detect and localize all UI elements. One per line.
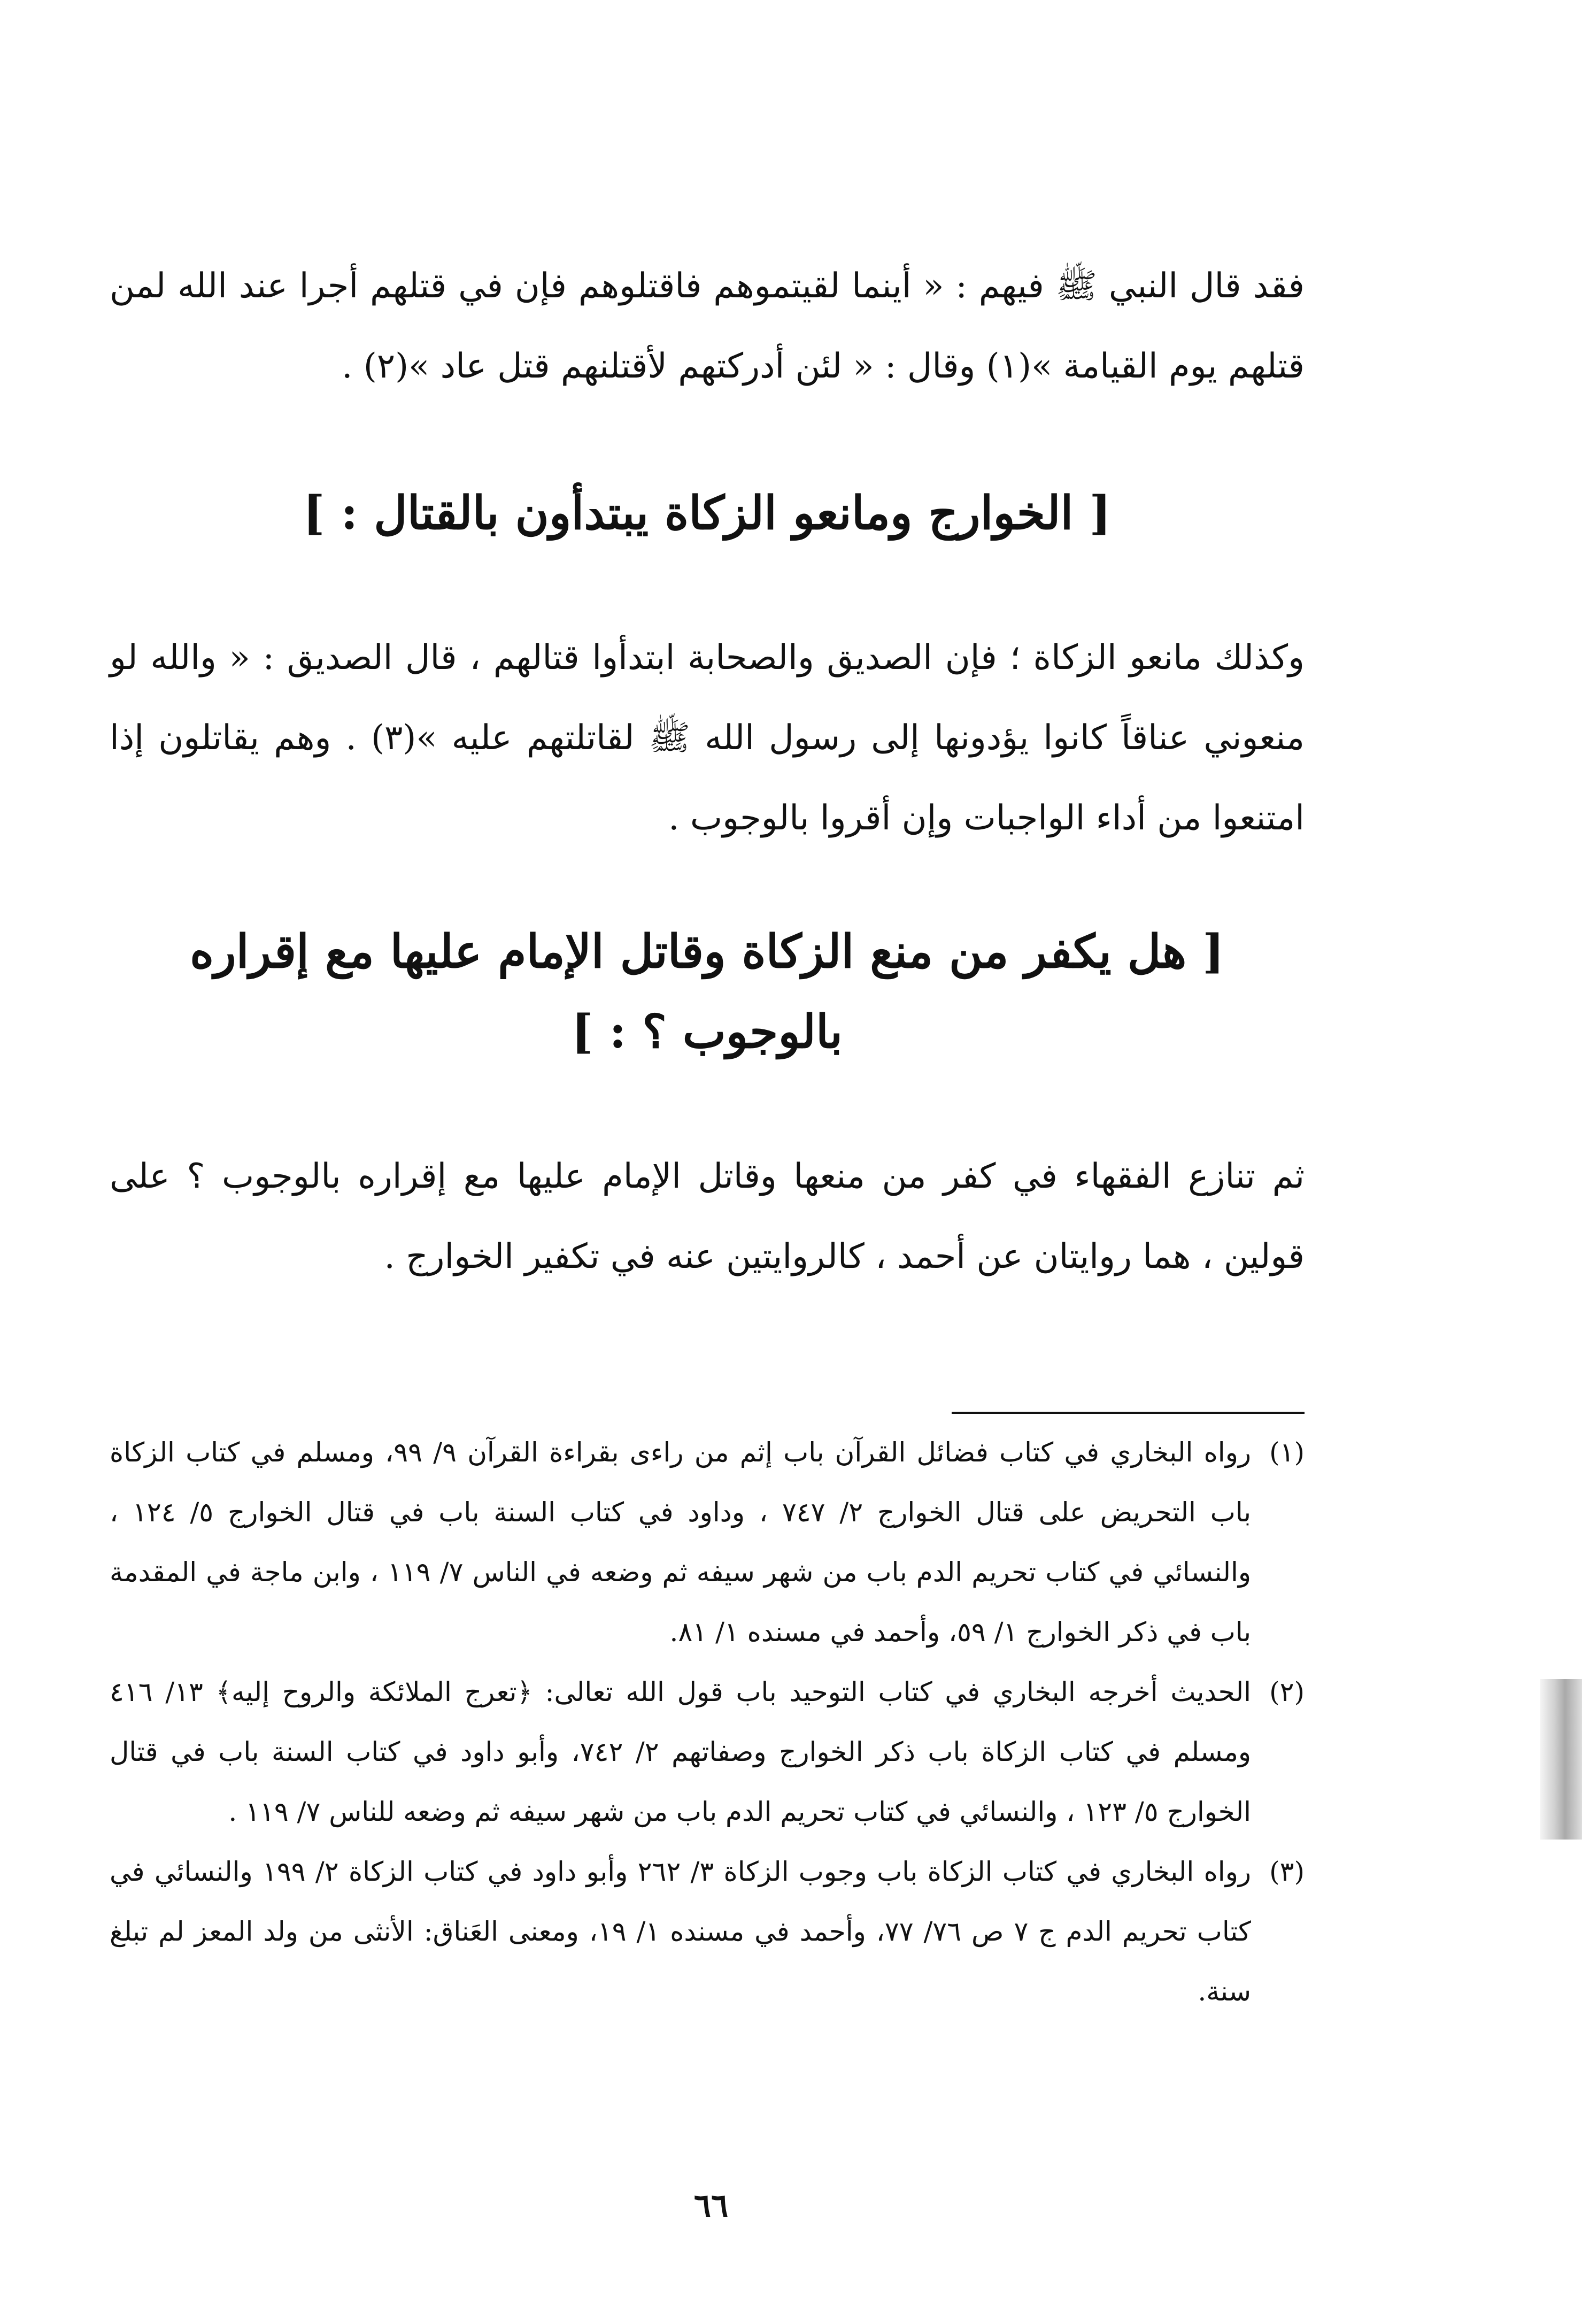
footnote-number: (٢) (1269, 1676, 1305, 1707)
footnote-text: الحديث أخرجه البخاري في كتاب التوحيد باب قول الله تعالى: ﴿تعرج الملائكة والروح إليه﴾ ١٣/ ٤١٦ ومسلم في كتاب الزكاة باب ذكر الخوارج وصفاتهم ٢/ ٧٤٢، وأبو داود في كتاب السنة باب في قتال الخوارج ٥/ ١٢٣ ، والنسائي في كتاب تحريم الدم باب من شهر سيفه ثم وضعه للناس ٧/ ١١٩ . (110, 1676, 1252, 1827)
body-paragraph-hadith: فقد قال النبي ﷺ فيهم : « أينما لقيتموهم فاقتلوهم فإن في قتلهم أجرا عند الله لمن قتلهم يوم القيامة »(١) وقال : « لئن أدركتهم لأقتلنهم قتل عاد »(٢) . (110, 266, 1305, 386)
page-number: ٦٦ (693, 2187, 729, 2225)
footnote-3 (110, 1842, 1305, 2021)
footnote-text: رواه البخاري في كتاب الزكاة باب وجوب الزكاة ٣/ ٢٦٢ وأبو داود في كتاب الزكاة ٢/ ١٩٩ والنسائي في كتاب تحريم الدم ج ٧ ص ٧٦/ ٧٧، وأحمد في مسنده ١/ ١٩، ومعنى العَناق: الأنثى من ولد المعز لم تبلغ سنة. (110, 1856, 1251, 2007)
section-heading-khawarij: [ الخوارج ومانعو الزكاة يبتدأون بالقتال : ] (303, 486, 1112, 540)
body-paragraph-jurists-dispute: ثم تنازع الفقهاء في كفر من منعها وقاتل الإمام عليها مع إقراره بالوجوب ؟ على قولين ، هما روايتان عن أحمد ، كالروايتين عنه في تكفير الخوارج . (110, 1157, 1305, 1276)
footnote-separator (952, 1412, 1305, 1414)
section-heading-takfir-question: [ هل يكفر من منع الزكاة وقاتل الإمام عليها مع إقراره بالوجوب ؟ : ] (190, 925, 1224, 1059)
scan-edge-mark (1540, 1679, 1582, 1840)
footnote-text: رواه البخاري في كتاب فضائل القرآن باب إثم من راءى بقراءة القرآن ٩/ ٩٩، ومسلم في كتاب الزكاة باب التحريض على قتال الخوارج ٢/ ٧٤٧ ، وداود في كتاب السنة باب في قتال الخوارج ٥/ ١٢٤ ، والنسائي في كتاب تحريم الدم باب من شهر سيفه ثم وضعه في الناس ٧/ ١١٩ ، وابن ماجة في المقدمة باب في ذكر الخوارج ١/ ٥٩، وأحمد في مسنده ١/ ٨١. (110, 1437, 1252, 1648)
body-paragraph-zakat-refusers: وكذلك مانعو الزكاة ؛ فإن الصديق والصحابة ابتدأوا قتالهم ، قال الصديق : « والله لو منعوني عناقاً كانوا يؤدونها إلى رسول الله ﷺ لقاتلتهم عليه »(٣) . وهم يقاتلون إذا امتنعوا من أداء الواجبات وإن أقروا بالوجوب . (110, 638, 1305, 838)
footnote-1 (110, 1422, 1305, 1662)
footnote-number: (١) (1269, 1437, 1305, 1468)
footnotes-section (110, 1422, 1305, 2021)
footnote-number: (٣) (1269, 1856, 1305, 1887)
footnote-2 (110, 1662, 1305, 1842)
